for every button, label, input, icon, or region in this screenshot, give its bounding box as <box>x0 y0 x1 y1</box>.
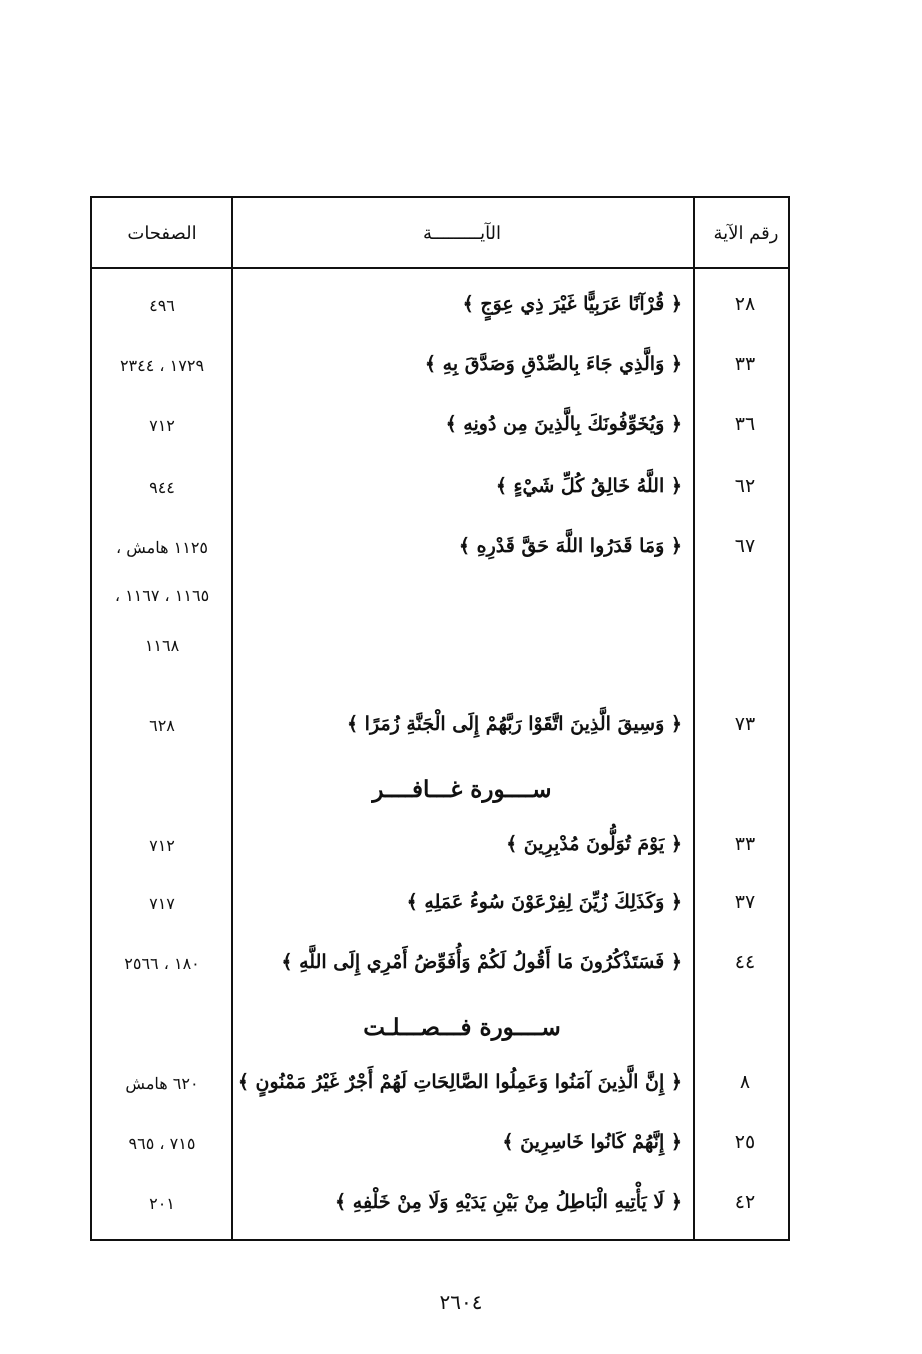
verse-number: ٦٧ <box>734 535 756 557</box>
verse-number: ٣٧ <box>734 891 756 913</box>
verse-pages: ٧١٥ ، ٩٦٥ <box>128 1134 196 1153</box>
header-verse-number: رقم الآية <box>713 223 779 244</box>
verse-number: ٦٢ <box>734 475 756 497</box>
verse-pages: ١٨٠ ، ٢٥٦٦ <box>124 954 200 973</box>
verse-number: ٨ <box>739 1071 751 1093</box>
verse-number: ٧٣ <box>734 713 756 735</box>
verse-text: ﴿ اللَّهُ خَالِقُ كُلِّ شَيْءٍ ﴾ <box>495 475 682 497</box>
verse-pages: ١٧٢٩ ، ٢٣٤٤ <box>119 356 205 375</box>
verse-text: ﴿ فَسَتَذْكُرُونَ مَا أَقُولُ لَكُمْ وَأُفَوِّضُ أَمْرِي إِلَى اللَّهِ ﴾ <box>281 951 682 973</box>
verse-text: ﴿ وَسِيقَ الَّذِينَ اتَّقَوْا رَبَّهُمْ إِلَى الْجَنَّةِ زُمَرًا ﴾ <box>346 713 682 735</box>
verse-text: ﴿ وَالَّذِي جَاءَ بِالصِّدْقِ وَصَدَّقَ بِهِ ﴾ <box>424 353 682 375</box>
verse-pages: ١١٢٥ هامش ، <box>116 538 208 557</box>
surah-heading: ســــورة غـــافــــر <box>372 776 552 803</box>
header-divider <box>92 267 788 269</box>
verse-pages: ٦٢٨ <box>149 716 175 735</box>
verse-number: ٣٦ <box>734 413 756 435</box>
verse-text: ﴿ قُرْآنًا عَرَبِيًّا غَيْرَ ذِي عِوَجٍ ﴾ <box>462 293 682 315</box>
verse-text: ﴿ وَيُخَوِّفُونَكَ بِالَّذِينَ مِن دُونِهِ ﴾ <box>445 413 682 435</box>
verse-text: ﴿ إِنَّ الَّذِينَ آمَنُوا وَعَمِلُوا الصَّالِحَاتِ لَهُمْ أَجْرٌ غَيْرُ مَمْنُونٍ ﴾ <box>237 1071 682 1093</box>
verse-pages: ٦٢٠ هامش <box>125 1074 199 1093</box>
verse-number: ٣٣ <box>734 353 756 375</box>
verse-text: ﴿ يَوْمَ تُوَلُّونَ مُدْبِرِينَ ﴾ <box>506 833 682 855</box>
verse-pages: ٢٠١ <box>149 1194 175 1213</box>
verse-pages: ٧١٢ <box>149 416 175 435</box>
column-divider-number <box>693 198 695 1239</box>
verse-pages: ١١٦٨ <box>144 636 180 655</box>
verse-pages: ٧١٧ <box>149 894 175 913</box>
header-verse: الآيـــــــــة <box>422 223 502 244</box>
surah-heading: ســــورة فـــصـــلـت <box>363 1014 561 1041</box>
verse-text: ﴿ وَكَذَلِكَ زُيِّنَ لِفِرْعَوْنَ سُوءُ عَمَلِهِ ﴾ <box>406 891 682 913</box>
verse-text: ﴿ إِنَّهُمْ كَانُوا خَاسِرِينَ ﴾ <box>502 1131 682 1153</box>
verse-pages: ٤٩٦ <box>149 296 175 315</box>
page-number: ٢٦٠٤ <box>439 1290 483 1314</box>
header-pages: الصفحات <box>127 223 197 244</box>
verse-number: ٣٣ <box>734 833 756 855</box>
column-divider-pages <box>231 198 233 1239</box>
verse-text: ﴿ وَمَا قَدَرُوا اللَّهَ حَقَّ قَدْرِهِ ﴾ <box>458 535 682 557</box>
verse-number: ٢٥ <box>734 1131 756 1153</box>
verse-text: ﴿ لَا يَأْتِيهِ الْبَاطِلُ مِنْ بَيْنِ يَدَيْهِ وَلَا مِنْ خَلْفِهِ ﴾ <box>335 1191 682 1213</box>
verse-pages: ١١٦٥ ، ١١٦٧ ، <box>114 586 210 605</box>
verse-pages: ٩٤٤ <box>149 478 175 497</box>
verse-pages: ٧١٢ <box>149 836 175 855</box>
verse-number: ٤٤ <box>734 951 756 973</box>
index-table <box>90 196 790 1241</box>
verse-number: ٢٨ <box>734 293 756 315</box>
verse-number: ٤٢ <box>734 1191 756 1213</box>
